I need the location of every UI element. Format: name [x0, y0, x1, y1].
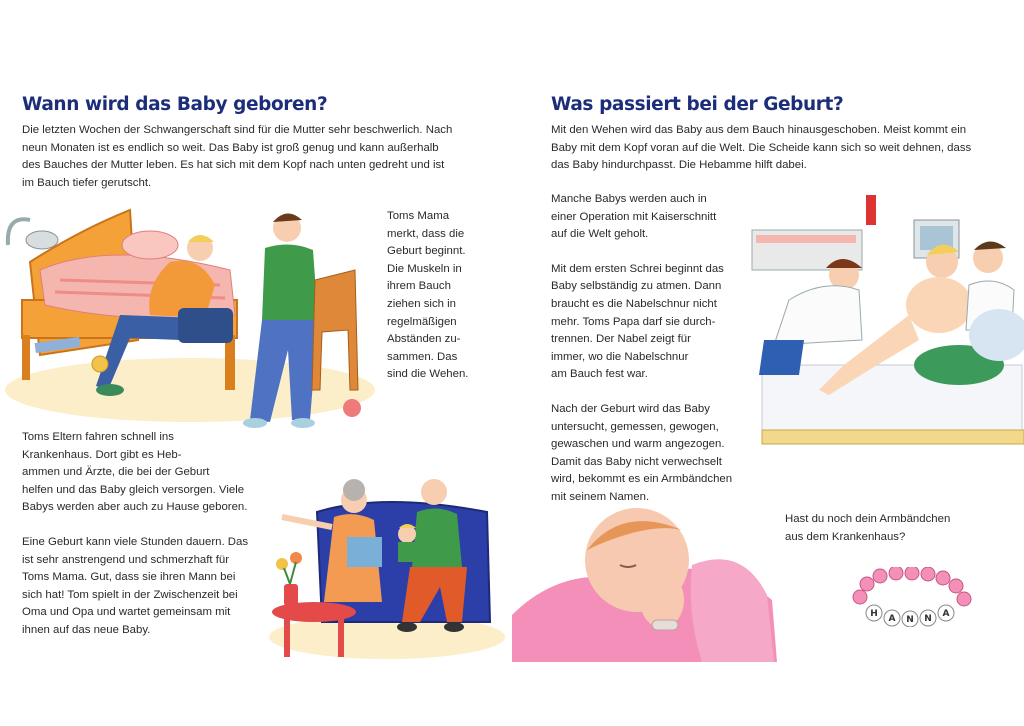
bracelet-letter: A: [942, 609, 950, 619]
text-line: Die Muskeln in: [387, 262, 462, 275]
text-line: ihnen auf das neue Baby.: [22, 623, 151, 636]
text-line: Toms Eltern fahren schnell ins: [22, 431, 174, 443]
left-intro-paragraph: [22, 122, 492, 192]
text-line: ist sehr anstrengend und schmerzhaft für: [22, 553, 230, 566]
text-line: Manche Babys werden auch in: [551, 193, 707, 205]
text-line: des Bauches der Mutter leben. Es hat sich mit dem Kopf nach unten gedreht und ist: [22, 159, 445, 172]
text-line: Eine Geburt kann viele Stunden dauern. Das: [22, 535, 249, 548]
bracelet-letter: H: [870, 609, 878, 619]
text-line: Mit den Wehen wird das Baby aus dem Bauch hinausgeschoben. Meist kommt ein: [551, 124, 967, 136]
text-line: merkt, dass die: [387, 227, 465, 240]
text-line: im Bauch tiefer gerutscht.: [22, 176, 152, 189]
text-line: ihrem Bauch: [387, 280, 451, 293]
text-line: Mit dem ersten Schrei beginnt das: [551, 262, 724, 275]
text-line: sammen. Das: [387, 350, 458, 363]
text-line: regelmäßigen: [387, 315, 457, 328]
text-line: immer, wo die Nabelschnur: [551, 350, 689, 363]
text-line: ziehen sich in: [387, 297, 457, 310]
text-line: Nach der Geburt wird das Baby: [551, 402, 710, 415]
bracelet-letter: N: [906, 615, 914, 625]
text-line: mehr. Toms Papa darf sie durch-: [551, 315, 716, 328]
text-line: Abständen zu-: [387, 333, 461, 346]
text-line: untersucht, gemessen, gewogen,: [551, 420, 719, 433]
name-bracelet-illustration: [850, 567, 975, 627]
text-line: braucht es die Nabelschnur nicht: [551, 297, 717, 310]
text-line: sich hat! Tom spielt in der Zwischenzeit bei: [22, 588, 238, 601]
text-line: Baby mit dem Kopf voran auf die Welt. Die Scheide kann sich so weit dehnen, dass: [551, 141, 972, 154]
text-line: Damit das Baby nicht verwechselt: [551, 455, 722, 468]
left-bottom-paragraphs: [22, 429, 272, 640]
text-line: wird, bekommt es ein Armbändchen: [551, 473, 733, 486]
text-line: Babys werden aber auch zu Hause geboren.: [22, 501, 248, 514]
text-line: trennen. Der Nabel zeigt für: [551, 333, 691, 346]
text-line: helfen und das Baby gleich versorgen. Viele: [22, 483, 245, 496]
bedroom-illustration: [0, 190, 385, 430]
bracelet-letter: A: [888, 614, 896, 624]
text-line: gewaschen und warm angezogen.: [551, 438, 725, 451]
text-line: einer Operation mit Kaiserschnitt: [551, 210, 717, 223]
text-line: Hast du noch dein Armbändchen: [785, 513, 951, 525]
text-line: aus dem Krankenhaus?: [785, 530, 906, 543]
text-line: ammen und Ärzte, die bei der Geburt: [22, 466, 210, 479]
right-page: [512, 0, 1024, 726]
text-line: Oma und Opa und wartet gemeinsam mit: [22, 606, 231, 619]
sleeping-baby-illustration: [512, 505, 782, 662]
text-line: Die letzten Wochen der Schwangerschaft sind für die Mutter sehr beschwerlich. Nach: [22, 124, 453, 136]
text-line: das Baby hindurchpasst. Die Hebamme hilft dabei.: [551, 159, 807, 172]
text-line: Toms Mama. Gut, dass sie ihren Mann bei: [22, 571, 236, 584]
text-line: Baby selbständig zu atmen. Dann: [551, 280, 722, 293]
right-page-title: Was passiert bei der Geburt?: [551, 94, 844, 115]
text-line: mit seinem Namen.: [551, 490, 650, 503]
left-side-paragraph: [387, 208, 507, 384]
text-line: auf die Welt geholt.: [551, 228, 649, 241]
text-line: neun Monaten ist es endlich so weit. Das Baby ist groß genug und kann außerhalb: [22, 141, 439, 154]
text-line: Krankenhaus. Dort gibt es Heb-: [22, 448, 182, 461]
right-body-paragraphs: [551, 191, 761, 507]
birth-scene-illustration: [744, 190, 1024, 455]
bracelet-question: [785, 511, 985, 546]
grandparents-illustration: [262, 472, 507, 662]
text-line: Toms Mama: [387, 210, 450, 222]
left-page-title: Wann wird das Baby geboren?: [22, 94, 328, 115]
bracelet-letter: N: [924, 614, 932, 624]
right-intro-paragraph: [551, 122, 1021, 175]
text-line: sind die Wehen.: [387, 368, 469, 381]
text-line: Geburt beginnt.: [387, 245, 466, 258]
text-line: am Bauch fest war.: [551, 368, 648, 381]
